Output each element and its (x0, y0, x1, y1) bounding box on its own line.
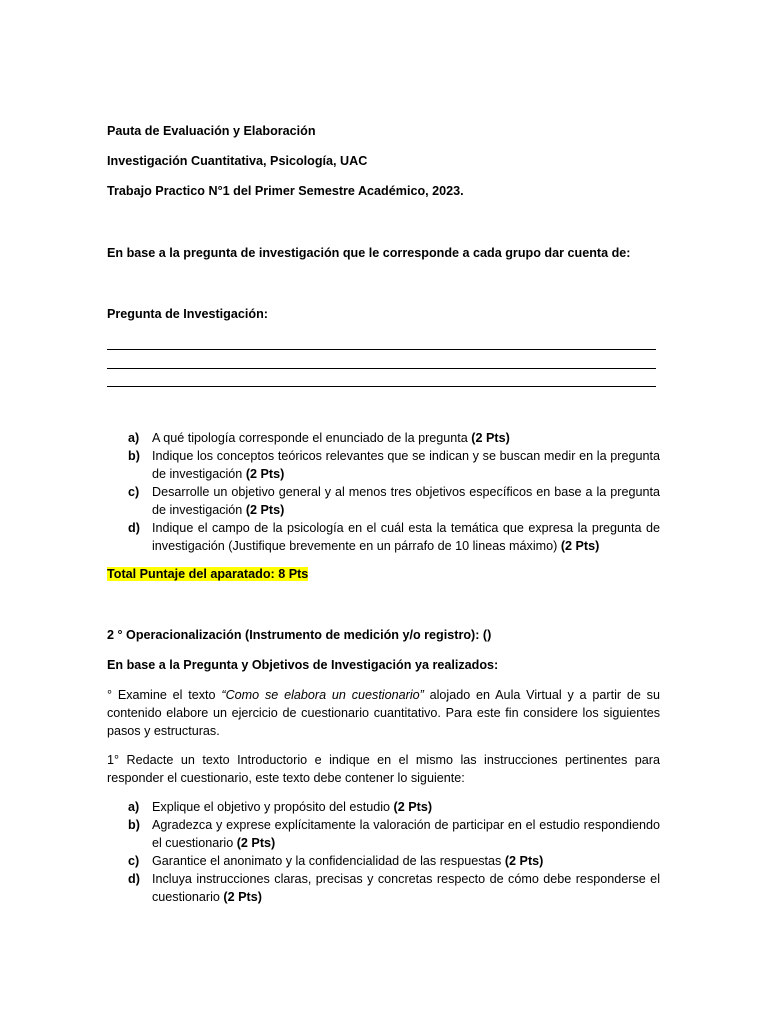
section2-list (128, 798, 660, 906)
header-title: Pauta de Evaluación y Elaboración (107, 124, 316, 138)
list-item: d) Indique el campo de la psicología en el cuál esta la temática que expresa la pregunta de investigación (Justifique brevemente en un párrafo de 10 lineas máximo) (2 Pts) (128, 521, 660, 553)
header-assignment: Trabajo Practico N°1 del Primer Semestre Académico, 2023. (107, 184, 464, 198)
section1-total: Total Puntaje del aparatado: 8 Pts (107, 567, 309, 581)
answer-line-1 (107, 349, 656, 350)
section2-paragraph-2: 1° Redacte un texto Introductorio e indique en el mismo las instrucciones pertinentes para responder el cuestionario, este texto debe contener lo siguiente: (107, 753, 660, 785)
list-item: b) Indique los conceptos teóricos relevantes que se indican y se buscan medir en la pregunta de investigación (2 Pts) (128, 449, 660, 481)
section1-list (128, 429, 660, 555)
list-item: a) Explique el objetivo y propósito del estudio (2 Pts) (128, 800, 433, 814)
answer-line-2 (107, 368, 656, 369)
list-item: a) A qué tipología corresponde el enunciado de la pregunta (2 Pts) (128, 431, 510, 445)
header-course: Investigación Cuantitativa, Psicología, UAC (107, 154, 368, 168)
section2-paragraph-1: ° Examine el texto “Como se elabora un cuestionario” alojado en Aula Virtual y a partir de su contenido elabore un ejercicio de cuestionario cuantitativo. Para este fin considere los siguientes pasos y estructuras. (107, 688, 660, 738)
question-label: Pregunta de Investigación: (107, 307, 268, 321)
list-item: b) Agradezca y exprese explícitamente la valoración de participar en el estudio respondiendo el cuestionario (2 Pts) (128, 818, 660, 850)
answer-line-3 (107, 386, 656, 387)
section2-subtitle: En base a la Pregunta y Objetivos de Investigación ya realizados: (107, 658, 499, 672)
intro-text: En base a la pregunta de investigación que le corresponde a cada grupo dar cuenta de: (107, 246, 631, 260)
list-item: c) Desarrolle un objetivo general y al menos tres objetivos específicos en base a la pregunta de investigación (2 Pts) (128, 485, 660, 517)
list-item: c) Garantice el anonimato y la confidencialidad de las respuestas (2 Pts) (128, 854, 544, 868)
list-item: d) Incluya instrucciones claras, precisas y concretas respecto de cómo debe responderse el cuestionario (2 Pts) (128, 872, 660, 904)
section2-title: 2 ° Operacionalización (Instrumento de medición y/o registro): () (107, 628, 492, 642)
